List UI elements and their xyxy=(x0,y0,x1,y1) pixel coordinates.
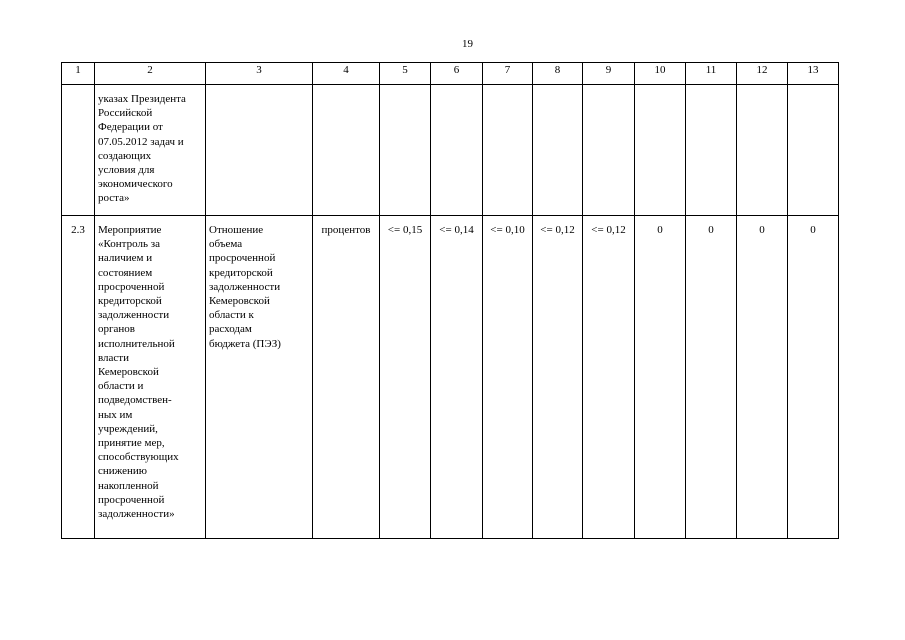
row-number: 2.3 xyxy=(71,224,85,236)
text-line: учреждений, xyxy=(98,422,158,435)
table-cell xyxy=(62,85,95,216)
column-number-header: 9 xyxy=(583,63,635,85)
value-cell xyxy=(533,216,583,539)
text-line: кредиторской xyxy=(98,295,162,308)
column-number-header: 1 xyxy=(62,63,95,85)
event-cell xyxy=(95,216,206,539)
text-line: подведомствен- xyxy=(98,394,172,407)
table-cell xyxy=(95,85,206,216)
text-line: способствующих xyxy=(98,451,179,464)
column-number-row xyxy=(62,63,839,85)
text-line: 07.05.2012 задач и xyxy=(98,135,184,148)
text-line: ных им xyxy=(98,408,133,421)
value-cell xyxy=(737,216,788,539)
column-number-header: 4 xyxy=(313,63,380,85)
text-line: принятие мер, xyxy=(98,437,165,450)
text-line: указах Президента xyxy=(98,93,186,105)
text-line: состоянием xyxy=(98,266,153,279)
text-line: Российской xyxy=(98,107,153,120)
text-line: накопленной xyxy=(98,479,159,492)
table-cell xyxy=(533,85,583,216)
text-line: кредиторской xyxy=(209,266,273,279)
table-cell xyxy=(206,85,313,216)
value-text: <= 0,12 xyxy=(540,224,575,236)
table-cell xyxy=(583,85,635,216)
text-line: области к xyxy=(209,309,254,322)
row-number-cell xyxy=(62,216,95,539)
value-cell xyxy=(635,216,686,539)
value-text: 0 xyxy=(708,224,714,236)
column-number-header: 13 xyxy=(788,63,839,85)
table-cell xyxy=(686,85,737,216)
value-cell xyxy=(431,216,483,539)
text-line: бюджета (ПЭЗ) xyxy=(209,337,281,350)
column-number-header: 3 xyxy=(206,63,313,85)
text-line: «Контроль за xyxy=(98,238,160,251)
event-text xyxy=(95,216,205,521)
text-line: власти xyxy=(98,351,129,364)
text-line: просроченной xyxy=(98,493,165,506)
column-number-header: 12 xyxy=(737,63,788,85)
value-cell xyxy=(380,216,431,539)
value-cell xyxy=(483,216,533,539)
indicators-table xyxy=(61,62,839,539)
table-cell xyxy=(313,85,380,216)
text-line: экономического xyxy=(98,178,173,191)
text-line: роста» xyxy=(98,192,130,205)
column-number-header: 11 xyxy=(686,63,737,85)
table-cell xyxy=(635,85,686,216)
text-line: органов xyxy=(98,323,135,336)
text-line: создающих xyxy=(98,149,152,162)
text-line: расходам xyxy=(209,323,252,336)
text-line: исполнительной xyxy=(98,337,175,350)
text-line: условия для xyxy=(98,164,155,177)
column-number-header: 6 xyxy=(431,63,483,85)
text-line: задолженности xyxy=(209,280,281,293)
value-cell xyxy=(583,216,635,539)
value-text: 0 xyxy=(657,224,663,236)
column-number-header: 7 xyxy=(483,63,533,85)
value-text: <= 0,10 xyxy=(490,224,525,236)
value-cell xyxy=(788,216,839,539)
table-cell xyxy=(431,85,483,216)
column-number-header: 8 xyxy=(533,63,583,85)
indicator-cell xyxy=(206,216,313,539)
value-text: 0 xyxy=(810,224,816,236)
text-line: Кемеровской xyxy=(98,366,159,379)
value-cell xyxy=(686,216,737,539)
unit-cell xyxy=(313,216,380,539)
unit-text: процентов xyxy=(321,224,371,236)
text-line: Федерации от xyxy=(98,121,163,134)
table-cell xyxy=(737,85,788,216)
text-line: снижению xyxy=(98,465,147,478)
text-line: задолженности» xyxy=(98,508,175,521)
table-cell xyxy=(788,85,839,216)
text-line: объема xyxy=(209,238,243,251)
text-line: просроченной xyxy=(98,280,165,293)
value-text: <= 0,12 xyxy=(591,224,626,236)
column-number-header: 10 xyxy=(635,63,686,85)
text-line: области и xyxy=(98,380,144,393)
table-cell xyxy=(483,85,533,216)
continued-text xyxy=(95,85,205,206)
table-cell xyxy=(380,85,431,216)
column-number-header: 5 xyxy=(380,63,431,85)
text-line: просроченной xyxy=(209,252,276,265)
indicator-text xyxy=(206,216,312,351)
text-line: Мероприятие xyxy=(98,224,162,236)
page-number: 19 xyxy=(462,38,473,50)
text-line: Отношение xyxy=(209,224,264,236)
value-text: <= 0,15 xyxy=(387,224,423,236)
text-line: наличием и xyxy=(98,252,153,265)
value-text: <= 0,14 xyxy=(439,224,474,236)
text-line: задолженности xyxy=(98,309,170,322)
table-row xyxy=(62,216,839,539)
column-number-header: 2 xyxy=(95,63,206,85)
table-row xyxy=(62,85,839,216)
text-line: Кемеровской xyxy=(209,295,270,308)
value-text: 0 xyxy=(759,224,765,236)
